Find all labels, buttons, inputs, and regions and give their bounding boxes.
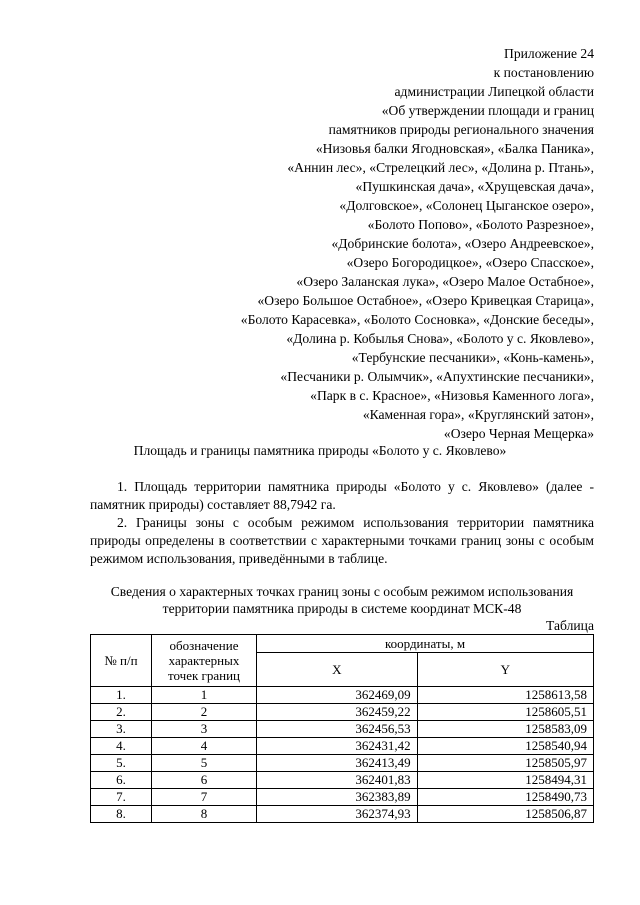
- appendix-line: «Озеро Черная Мещерка»: [443, 426, 594, 441]
- cell-point-mark: 5: [152, 755, 257, 772]
- table-row: [91, 789, 594, 806]
- cell-number: 3.: [91, 721, 152, 738]
- table-caption: [90, 583, 594, 617]
- table-caption-line: Сведения о характерных точках границ зоны с особым режимом использования: [110, 584, 574, 599]
- header-coordinates: координаты, м: [257, 635, 594, 653]
- cell-point-mark: 4: [152, 738, 257, 755]
- cell-number: 7.: [91, 789, 152, 806]
- table-row: [91, 755, 594, 772]
- appendix-line: «Болото Попово», «Болото Разрезное»,: [367, 217, 594, 232]
- cell-x: 362469,09: [257, 687, 418, 704]
- appendix-line: «Долговское», «Солонец Цыганское озеро»,: [339, 198, 594, 213]
- cell-x: 362456,53: [257, 721, 418, 738]
- cell-x: 362383,89: [257, 789, 418, 806]
- cell-point-mark: 2: [152, 704, 257, 721]
- cell-x: 362431,42: [257, 738, 418, 755]
- cell-number: 2.: [91, 704, 152, 721]
- cell-y: 1258613,58: [417, 687, 593, 704]
- cell-point-mark: 7: [152, 789, 257, 806]
- cell-point-mark: 6: [152, 772, 257, 789]
- paragraph-text: 2. Границы зоны с особым режимом использования территории памятника природы определены в соответствии с характерными точками границ зоны с особым режимом использования, приведёнными в таблице.: [90, 515, 594, 566]
- paragraph-boundaries: [90, 514, 594, 568]
- cell-x: 362413,49: [257, 755, 418, 772]
- cell-x: 362459,22: [257, 704, 418, 721]
- table-row: [91, 687, 594, 704]
- document-title: Площадь и границы памятника природы «Болото у с. Яковлево»: [133, 443, 507, 458]
- cell-number: 4.: [91, 738, 152, 755]
- appendix-line: «Болото Карасевка», «Болото Сосновка», «Донские беседы»,: [240, 312, 594, 327]
- coordinates-table: [90, 634, 594, 823]
- cell-point-mark: 1: [152, 687, 257, 704]
- appendix-line: администрации Липецкой области: [394, 84, 594, 99]
- table-body: [91, 687, 594, 823]
- appendix-line: «Песчаники р. Олымчик», «Апухтинские песчаники»,: [280, 369, 594, 384]
- cell-x: 362401,83: [257, 772, 418, 789]
- cell-x: 362374,93: [257, 806, 418, 823]
- table-label: Таблица: [546, 618, 594, 633]
- header-number: № п/п: [91, 635, 152, 687]
- cell-y: 1258505,97: [417, 755, 593, 772]
- table-row: [91, 772, 594, 789]
- cell-y: 1258540,94: [417, 738, 593, 755]
- header-x: X: [257, 653, 418, 687]
- header-y: Y: [417, 653, 593, 687]
- cell-y: 1258490,73: [417, 789, 593, 806]
- cell-y: 1258605,51: [417, 704, 593, 721]
- appendix-line: «Пушкинская дача», «Хрущевская дача»,: [355, 179, 594, 194]
- table-row: [91, 806, 594, 823]
- appendix-line: «Озеро Заланская лука», «Озеро Малое Остабное»,: [296, 274, 594, 289]
- appendix-line: «Аннин лес», «Стрелецкий лес», «Долина р. Птань»,: [287, 160, 594, 175]
- table-caption-line: территории памятника природы в системе координат МСК-48: [162, 601, 522, 616]
- table-row: [91, 721, 594, 738]
- appendix-line: к постановлению: [493, 65, 594, 80]
- cell-number: 1.: [91, 687, 152, 704]
- appendix-line: Приложение 24: [504, 46, 594, 61]
- appendix-line: «Озеро Богородицкое», «Озеро Спасское»,: [346, 255, 594, 270]
- appendix-line: «Добринские болота», «Озеро Андреевское»,: [331, 236, 594, 251]
- cell-number: 8.: [91, 806, 152, 823]
- cell-y: 1258494,31: [417, 772, 593, 789]
- cell-point-mark: 3: [152, 721, 257, 738]
- cell-number: 6.: [91, 772, 152, 789]
- cell-y: 1258506,87: [417, 806, 593, 823]
- table-row: [91, 704, 594, 721]
- header-point-mark: обозначение характерных точек границ: [152, 635, 257, 687]
- appendix-line: «Тербунские песчаники», «Конь-камень»,: [351, 350, 594, 365]
- appendix-line: «Каменная гора», «Круглянский затон»,: [362, 407, 594, 422]
- appendix-line: «Парк в с. Красное», «Низовья Каменного лога»,: [310, 388, 594, 403]
- appendix-line: «Об утверждении площади и границ: [381, 103, 594, 118]
- paragraph-text: 1. Площадь территории памятника природы «Болото у с. Яковлево» (далее - памятник природы) составляет 88,7942 га.: [90, 479, 594, 512]
- table-row: [91, 738, 594, 755]
- appendix-line: «Озеро Большое Остабное», «Озеро Кривецкая Старица»,: [257, 293, 594, 308]
- appendix-header: [174, 44, 594, 443]
- appendix-line: «Долина р. Кобылья Снова», «Болото у с. Яковлево»,: [286, 331, 594, 346]
- appendix-line: «Низовья балки Ягодновская», «Балка Паника»,: [315, 141, 594, 156]
- cell-point-mark: 8: [152, 806, 257, 823]
- paragraph-area: [90, 478, 594, 514]
- cell-y: 1258583,09: [417, 721, 593, 738]
- appendix-line: памятников природы регионального значения: [328, 122, 594, 137]
- cell-number: 5.: [91, 755, 152, 772]
